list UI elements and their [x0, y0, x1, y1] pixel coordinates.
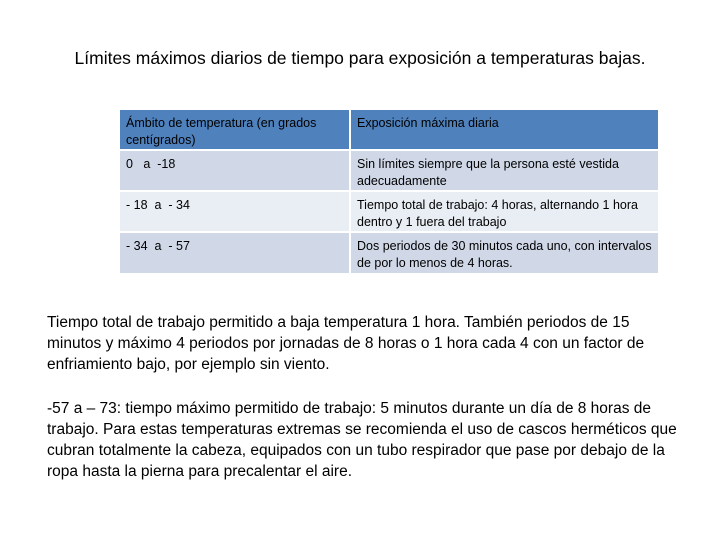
temperature-range-cell: - 34 a - 57 — [120, 233, 351, 273]
slide-title: Límites máximos diarios de tiempo para exposición a temperaturas bajas. — [74, 48, 646, 68]
paragraph-work-time: Tiempo total de trabajo permitido a baja temperatura 1 hora. También periodos de 15 minutos y máximo 4 periodos por jornadas de 8 horas o 1 hora cada 4 con un factor de enfriamiento bajo, por ejemplo sin viento. — [47, 314, 645, 373]
temperature-range-cell: - 18 a - 34 — [120, 192, 351, 233]
header-temperature-range: Ámbito de temperatura (en grados centígrados) — [120, 110, 351, 151]
header-max-exposure: Exposición máxima diaria — [351, 110, 658, 151]
table-row — [120, 192, 658, 233]
table-row — [120, 151, 658, 192]
max-exposure-cell: Tiempo total de trabajo: 4 horas, alternando 1 hora dentro y 1 fuera del trabajo — [351, 192, 658, 233]
table-header-row — [120, 110, 658, 151]
max-exposure-cell: Sin límites siempre que la persona esté vestida adecuadamente — [351, 151, 658, 192]
table-row — [120, 233, 658, 273]
max-exposure-cell: Dos periodos de 30 minutos cada uno, con intervalos de por lo menos de 4 horas. — [351, 233, 658, 273]
paragraph-extreme-temperatures: -57 a – 73: tiempo máximo permitido de trabajo: 5 minutos durante un día de 8 horas de trabajo. Para estas temperaturas extremas se recomienda el uso de cascos herméticos que cubran totalmente la cabeza, equipados con un tubo respirador que pase por debajo de la ropa hasta la pierna para precalentar el aire. — [47, 400, 677, 480]
temperature-range-cell: 0 a -18 — [120, 151, 351, 192]
exposure-limits-table — [120, 110, 658, 273]
